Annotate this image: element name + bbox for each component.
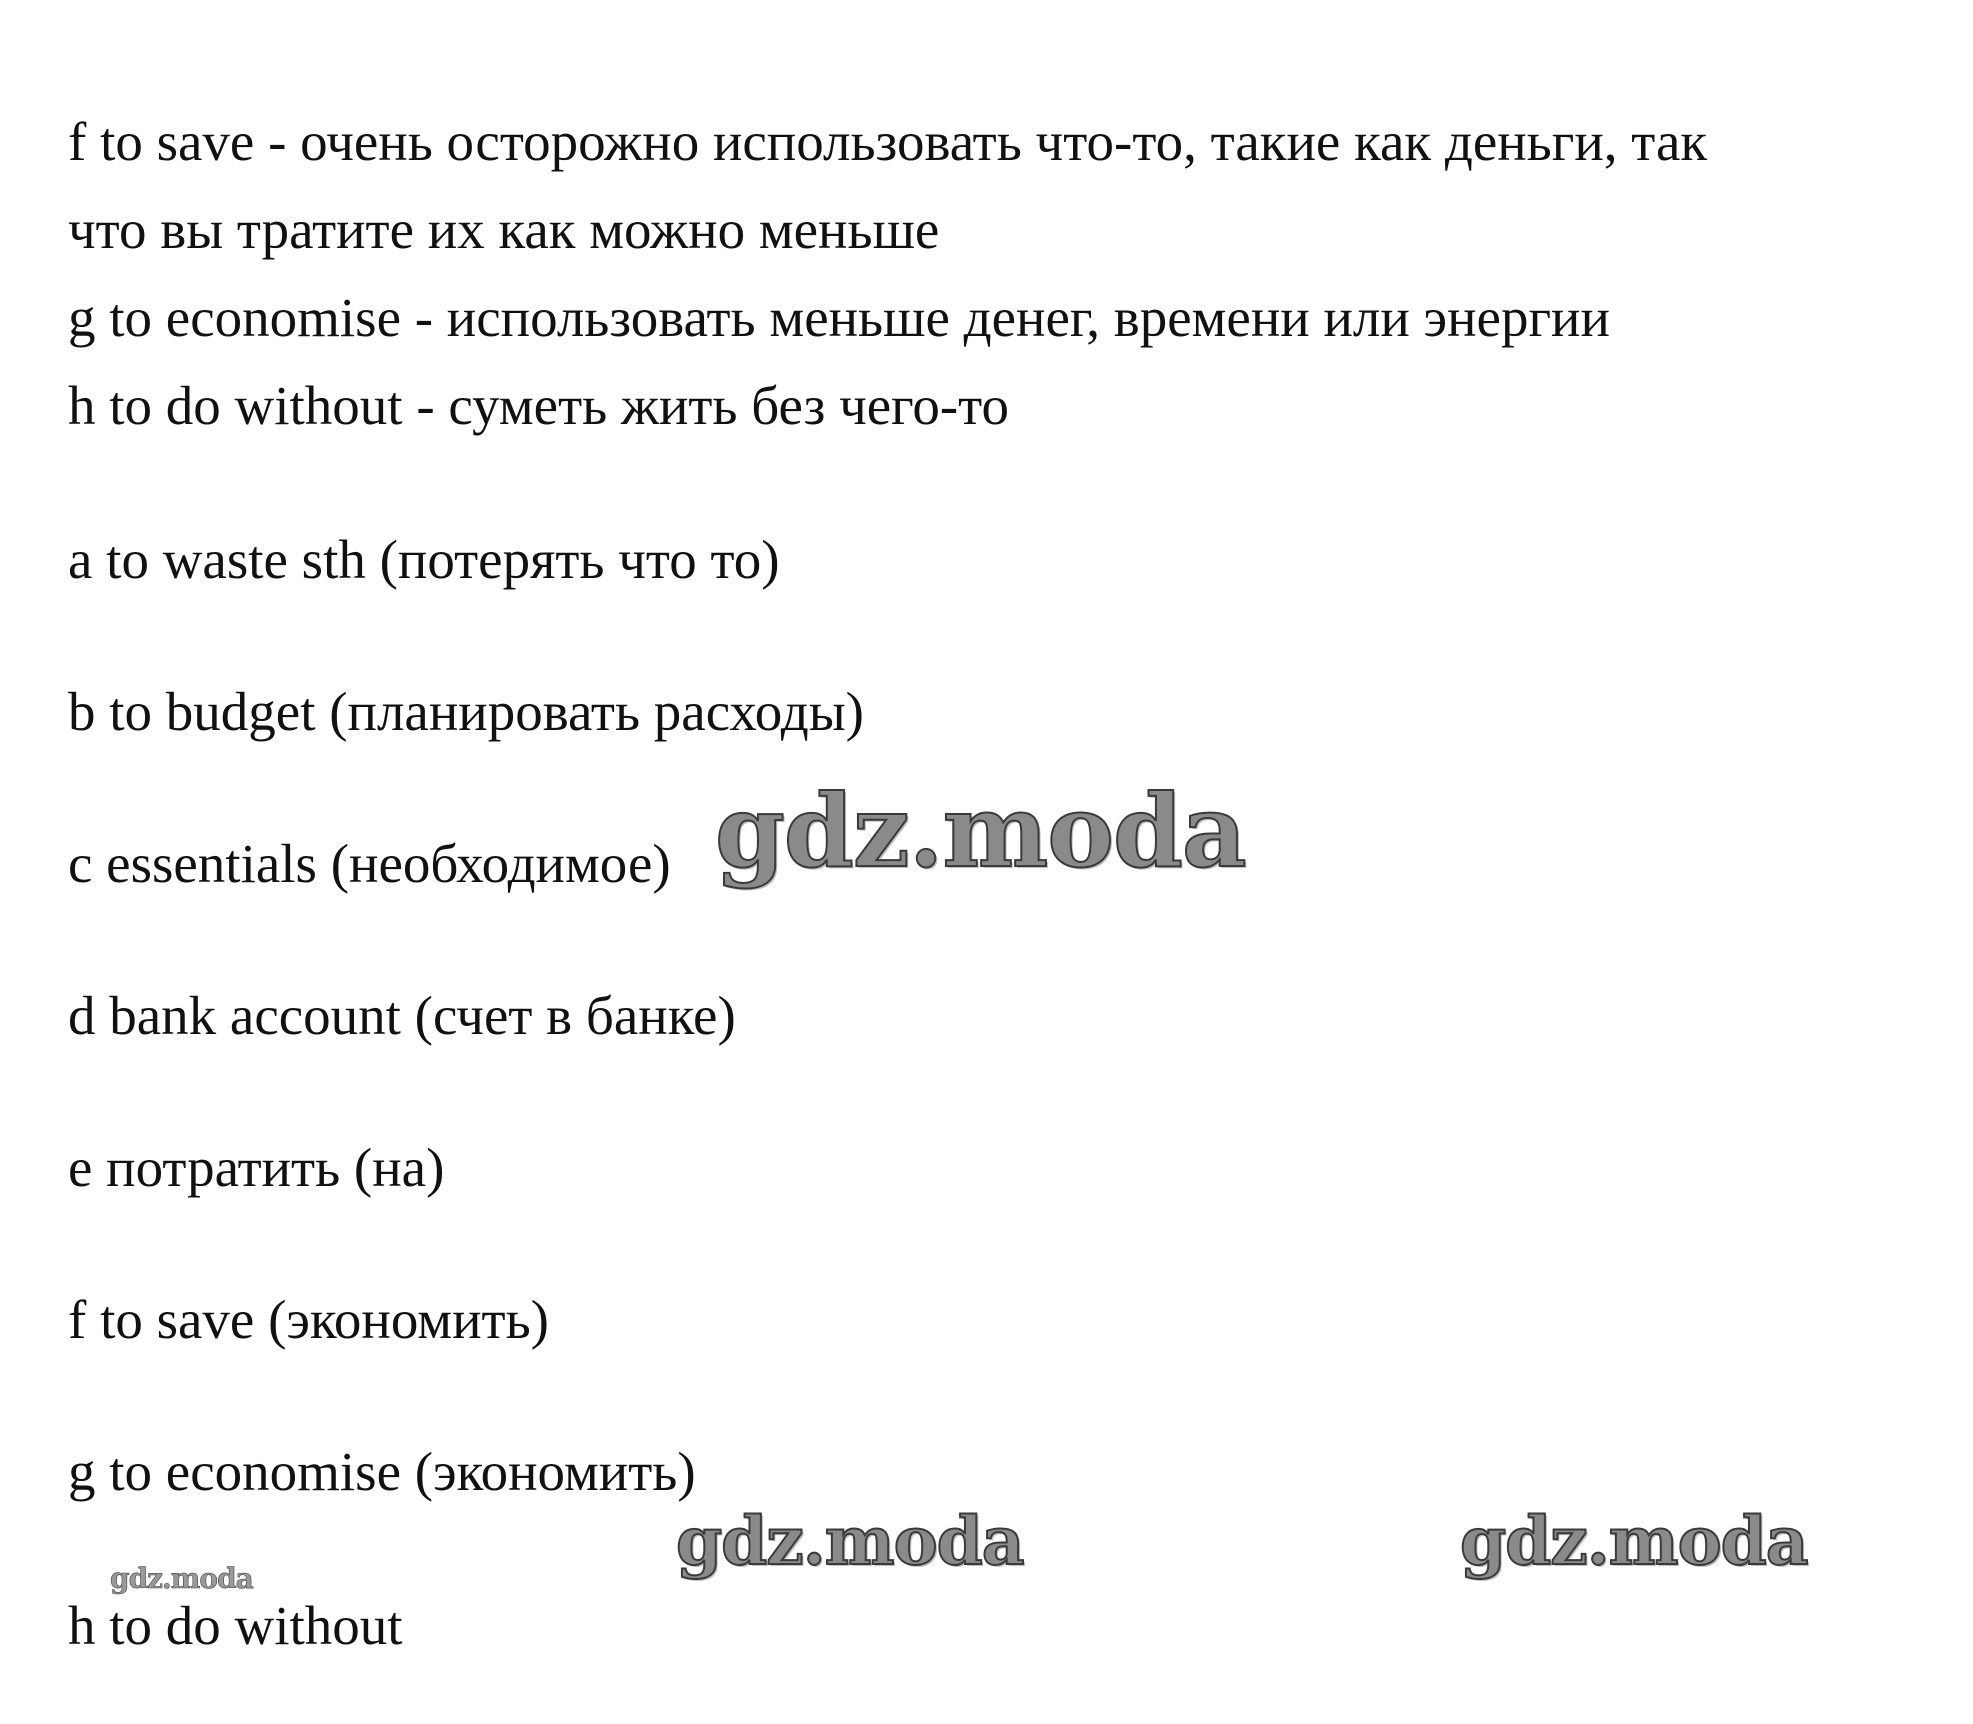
text-line: h to do without	[68, 1595, 403, 1656]
watermark-logo: gdz.moda	[676, 1502, 1024, 1580]
text-line: e потратить (на)	[68, 1137, 445, 1198]
text-line: a to waste sth (потерять что то)	[68, 529, 780, 590]
watermark-logo: gdz.moda	[715, 772, 1246, 890]
text-line: g to economise - использовать меньше денег, времени или энергии	[68, 287, 1610, 348]
text-line: b to budget (планировать расходы)	[68, 681, 864, 742]
text-line: h to do without - суметь жить без чего-то	[68, 375, 1009, 436]
text-line: g to economise (экономить)	[68, 1441, 696, 1502]
watermark-logo: gdz.moda	[1460, 1502, 1808, 1580]
text-line: c essentials (необходимое)	[68, 833, 671, 894]
text-line: что вы тратите их как можно меньше	[68, 199, 940, 260]
text-line: f to save (экономить)	[68, 1289, 549, 1350]
text-line: d bank account (счет в банке)	[68, 985, 736, 1046]
watermark-logo: gdz.moda	[110, 1562, 253, 1595]
text-line: f to save - очень осторожно использовать что-то, такие как деньги, так	[68, 111, 1708, 172]
